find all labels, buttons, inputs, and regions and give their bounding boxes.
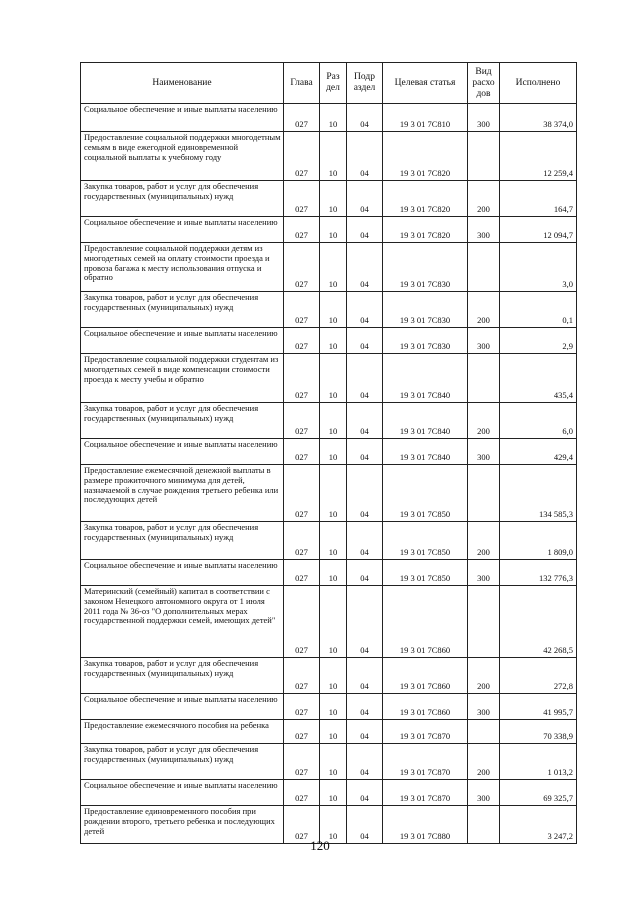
row-subsection: 04 — [347, 522, 383, 560]
row-subsection: 04 — [347, 465, 383, 522]
header-executed: Исполнено — [500, 63, 577, 104]
row-target-article: 19 3 01 7С850 — [383, 465, 468, 522]
row-target-article: 19 3 01 7С830 — [383, 243, 468, 292]
row-section: 10 — [320, 354, 347, 403]
row-name: Предоставление единовременного пособия при рождении второго, третьего ребенка и последующих детей — [81, 806, 284, 844]
row-name: Социальное обеспечение и иные выплаты населению — [81, 104, 284, 132]
table-row — [81, 243, 577, 292]
row-section: 10 — [320, 522, 347, 560]
row-section: 10 — [320, 694, 347, 720]
row-amount: 12 094,7 — [500, 217, 577, 243]
row-name: Закупка товаров, работ и услуг для обеспечения государственных (муниципальных) нужд — [81, 403, 284, 439]
row-expense-type — [468, 354, 500, 403]
row-target-article: 19 3 01 7С840 — [383, 354, 468, 403]
row-target-article: 19 3 01 7С870 — [383, 780, 468, 806]
table-row — [81, 744, 577, 780]
table-row — [81, 658, 577, 694]
row-chapter: 027 — [284, 181, 320, 217]
row-amount: 3 247,2 — [500, 806, 577, 844]
row-expense-type — [468, 132, 500, 181]
row-expense-type: 300 — [468, 560, 500, 586]
row-chapter: 027 — [284, 328, 320, 354]
row-expense-type: 300 — [468, 217, 500, 243]
row-chapter: 027 — [284, 780, 320, 806]
row-target-article: 19 3 01 7С860 — [383, 658, 468, 694]
row-chapter: 027 — [284, 217, 320, 243]
row-section: 10 — [320, 586, 347, 658]
table-row — [81, 439, 577, 465]
row-section: 10 — [320, 780, 347, 806]
row-expense-type — [468, 243, 500, 292]
row-section: 10 — [320, 292, 347, 328]
row-amount: 69 325,7 — [500, 780, 577, 806]
row-amount: 42 268,5 — [500, 586, 577, 658]
row-chapter: 027 — [284, 292, 320, 328]
row-name: Социальное обеспечение и иные выплаты населению — [81, 694, 284, 720]
row-section: 10 — [320, 439, 347, 465]
row-subsection: 04 — [347, 586, 383, 658]
row-amount: 429,4 — [500, 439, 577, 465]
row-name: Предоставление социальной поддержки детям из многодетных семей на оплату стоимости проезда и провоза багажа к месту использования отпуска и обратно — [81, 243, 284, 292]
row-target-article: 19 3 01 7С870 — [383, 744, 468, 780]
row-expense-type — [468, 586, 500, 658]
table-row — [81, 217, 577, 243]
row-expense-type: 300 — [468, 439, 500, 465]
row-subsection: 04 — [347, 104, 383, 132]
row-section: 10 — [320, 328, 347, 354]
row-subsection: 04 — [347, 806, 383, 844]
row-subsection: 04 — [347, 720, 383, 744]
table-row — [81, 104, 577, 132]
header-subsection: Подр аздел — [347, 63, 383, 104]
row-name: Предоставление ежемесячного пособия на ребенка — [81, 720, 284, 744]
table-row — [81, 465, 577, 522]
row-target-article: 19 3 01 7С840 — [383, 439, 468, 465]
row-amount: 12 259,4 — [500, 132, 577, 181]
row-name: Социальное обеспечение и иные выплаты населению — [81, 328, 284, 354]
table-row — [81, 560, 577, 586]
row-chapter: 027 — [284, 439, 320, 465]
row-chapter: 027 — [284, 132, 320, 181]
row-target-article: 19 3 01 7С820 — [383, 217, 468, 243]
row-amount: 164,7 — [500, 181, 577, 217]
row-name: Материнский (семейный) капитал в соответствии с законом Ненецкого автономного округа от 1 июля 2011 года № 36-оз "О дополнительных мерах государственной поддержки семей, имеющих детей" — [81, 586, 284, 658]
row-expense-type: 300 — [468, 780, 500, 806]
row-section: 10 — [320, 403, 347, 439]
row-subsection: 04 — [347, 694, 383, 720]
row-section: 10 — [320, 104, 347, 132]
row-subsection: 04 — [347, 439, 383, 465]
row-subsection: 04 — [347, 328, 383, 354]
row-subsection: 04 — [347, 243, 383, 292]
row-amount: 435,4 — [500, 354, 577, 403]
row-chapter: 027 — [284, 560, 320, 586]
row-target-article: 19 3 01 7С830 — [383, 328, 468, 354]
row-chapter: 027 — [284, 720, 320, 744]
row-amount: 0,1 — [500, 292, 577, 328]
row-chapter: 027 — [284, 744, 320, 780]
header-chapter: Глава — [284, 63, 320, 104]
row-name: Предоставление социальной поддержки студентам из многодетных семей в виде компенсации стоимости проезда к месту учебы и обратно — [81, 354, 284, 403]
row-name: Предоставление ежемесячной денежной выплаты в размере прожиточного минимума для детей, назначаемой в случае рождения третьего ребенка или последующих детей — [81, 465, 284, 522]
table-header-row — [81, 63, 577, 104]
row-amount: 6,0 — [500, 403, 577, 439]
row-chapter: 027 — [284, 243, 320, 292]
row-expense-type: 200 — [468, 744, 500, 780]
table-row — [81, 132, 577, 181]
row-amount: 2,9 — [500, 328, 577, 354]
row-expense-type: 200 — [468, 292, 500, 328]
row-section: 10 — [320, 806, 347, 844]
row-section: 10 — [320, 132, 347, 181]
row-section: 10 — [320, 720, 347, 744]
row-amount: 70 338,9 — [500, 720, 577, 744]
row-target-article: 19 3 01 7С820 — [383, 181, 468, 217]
row-chapter: 027 — [284, 522, 320, 560]
row-name: Закупка товаров, работ и услуг для обеспечения государственных (муниципальных) нужд — [81, 658, 284, 694]
row-target-article: 19 3 01 7С840 — [383, 403, 468, 439]
row-name: Социальное обеспечение и иные выплаты населению — [81, 560, 284, 586]
row-name: Социальное обеспечение и иные выплаты населению — [81, 780, 284, 806]
row-name: Закупка товаров, работ и услуг для обеспечения государственных (муниципальных) нужд — [81, 181, 284, 217]
table-body — [81, 104, 577, 844]
row-chapter: 027 — [284, 354, 320, 403]
row-target-article: 19 3 01 7С820 — [383, 132, 468, 181]
row-amount: 132 776,3 — [500, 560, 577, 586]
row-expense-type: 200 — [468, 522, 500, 560]
row-expense-type: 300 — [468, 694, 500, 720]
row-target-article: 19 3 01 7С830 — [383, 292, 468, 328]
table-row — [81, 780, 577, 806]
row-section: 10 — [320, 465, 347, 522]
header-name: Наименование — [81, 63, 284, 104]
budget-table — [80, 62, 577, 844]
row-name: Закупка товаров, работ и услуг для обеспечения государственных (муниципальных) нужд — [81, 292, 284, 328]
row-chapter: 027 — [284, 104, 320, 132]
row-section: 10 — [320, 217, 347, 243]
row-chapter: 027 — [284, 658, 320, 694]
table-row — [81, 403, 577, 439]
row-target-article: 19 3 01 7С880 — [383, 806, 468, 844]
table-row — [81, 586, 577, 658]
row-amount: 38 374,0 — [500, 104, 577, 132]
row-name: Закупка товаров, работ и услуг для обеспечения государственных (муниципальных) нужд — [81, 522, 284, 560]
row-subsection: 04 — [347, 658, 383, 694]
row-subsection: 04 — [347, 181, 383, 217]
table-row — [81, 720, 577, 744]
row-amount: 3,0 — [500, 243, 577, 292]
row-section: 10 — [320, 658, 347, 694]
row-expense-type: 200 — [468, 181, 500, 217]
row-chapter: 027 — [284, 403, 320, 439]
row-expense-type — [468, 465, 500, 522]
row-expense-type: 300 — [468, 104, 500, 132]
table-row — [81, 694, 577, 720]
row-chapter: 027 — [284, 586, 320, 658]
row-name: Социальное обеспечение и иные выплаты населению — [81, 439, 284, 465]
row-target-article: 19 3 01 7С810 — [383, 104, 468, 132]
table-row — [81, 354, 577, 403]
row-amount: 41 995,7 — [500, 694, 577, 720]
row-amount: 272,8 — [500, 658, 577, 694]
row-name: Закупка товаров, работ и услуг для обеспечения государственных (муниципальных) нужд — [81, 744, 284, 780]
page-number: 120 — [310, 838, 330, 853]
row-name: Социальное обеспечение и иные выплаты населению — [81, 217, 284, 243]
table-row — [81, 328, 577, 354]
row-target-article: 19 3 01 7С860 — [383, 586, 468, 658]
row-subsection: 04 — [347, 403, 383, 439]
row-section: 10 — [320, 560, 347, 586]
row-subsection: 04 — [347, 780, 383, 806]
row-subsection: 04 — [347, 217, 383, 243]
row-chapter: 027 — [284, 694, 320, 720]
table-row — [81, 292, 577, 328]
header-target-article: Целевая статья — [383, 63, 468, 104]
row-target-article: 19 3 01 7С870 — [383, 720, 468, 744]
row-subsection: 04 — [347, 354, 383, 403]
header-expense-type: Вид расхо дов — [468, 63, 500, 104]
row-subsection: 04 — [347, 132, 383, 181]
row-amount: 1 013,2 — [500, 744, 577, 780]
table-row — [81, 181, 577, 217]
row-expense-type: 200 — [468, 403, 500, 439]
row-chapter: 027 — [284, 465, 320, 522]
row-chapter: 027 — [284, 806, 320, 844]
row-section: 10 — [320, 744, 347, 780]
table-row — [81, 522, 577, 560]
row-subsection: 04 — [347, 560, 383, 586]
row-section: 10 — [320, 181, 347, 217]
row-expense-type: 300 — [468, 328, 500, 354]
row-subsection: 04 — [347, 292, 383, 328]
row-expense-type: 200 — [468, 658, 500, 694]
row-subsection: 04 — [347, 744, 383, 780]
row-amount: 1 809,0 — [500, 522, 577, 560]
header-section: Раз дел — [320, 63, 347, 104]
row-target-article: 19 3 01 7С850 — [383, 522, 468, 560]
row-section: 10 — [320, 243, 347, 292]
row-amount: 134 585,3 — [500, 465, 577, 522]
row-expense-type — [468, 720, 500, 744]
row-target-article: 19 3 01 7С860 — [383, 694, 468, 720]
row-target-article: 19 3 01 7С850 — [383, 560, 468, 586]
row-name: Предоставление социальной поддержки многодетным семьям в виде ежегодной единовременной социальной выплаты к учебному году — [81, 132, 284, 181]
